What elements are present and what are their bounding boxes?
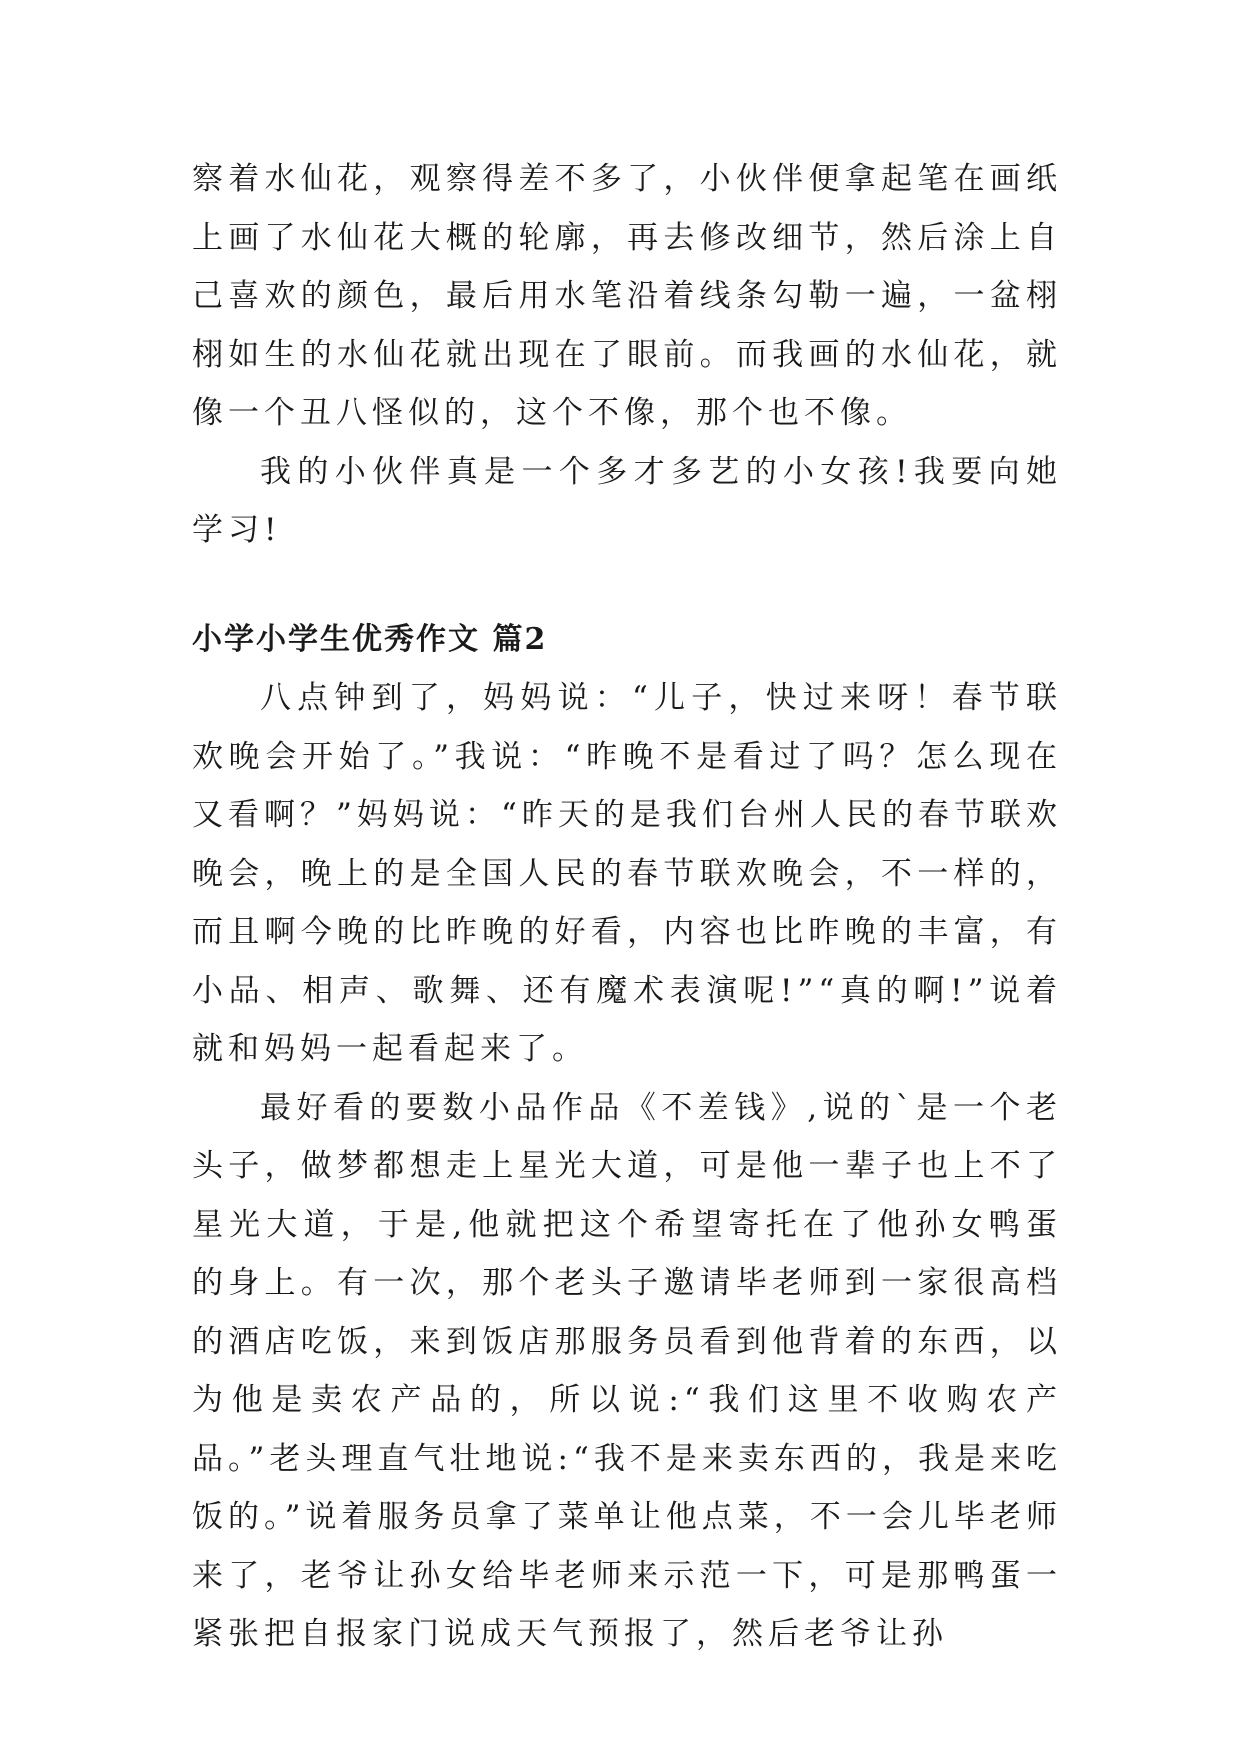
document-page [192,150,1062,1664]
paragraph-body: 八点钟到了，妈妈说：“儿子，快过来呀！春节联欢晚会开始了。”我说：“昨晚不是看过了吗？怎么现在又看啊？”妈妈说：“昨天的是我们台州人民的春节联欢晚会，晚上的是全国人民的春节联欢晚会，不一样的，而且啊今晚的比昨晚的好看，内容也比昨晚的丰富，有小品、相声、歌舞、还有魔术表演呢!”“真的啊!”说着就和妈妈一起看起来了。 [192,680,1062,1067]
section-heading: 小学小学生优秀作文 篇2 [192,621,548,657]
paragraph-body: 最好看的要数小品作品《不差钱》,说的`是一个老头子，做梦都想走上星光大道，可是他一辈子也上不了星光大道，于是,他就把这个希望寄托在了他孙女鸭蛋的身上。有一次，那个老头子邀请毕老师到一家很高档的酒店吃饭，来到饭店那服务员看到他背着的东西，以为他是卖农产品的，所以说:“我们这里不收购农产品。”老头理直气壮地说:“我不是来卖东西的，我是来吃饭的。”说着服务员拿了菜单让他点菜，不一会儿毕老师来了，老爷让孙女给毕老师来示范一下，可是那鸭蛋一紧张把自报家门说成天气预报了，然后老爷让孙 [192,1089,1062,1652]
paragraph-continuation: 察着水仙花，观察得差不多了，小伙伴便拿起笔在画纸上画了水仙花大概的轮廓，再去修改细节，然后涂上自己喜欢的颜色，最后用水笔沿着线条勾勒一遍，一盆栩栩如生的水仙花就出现在了眼前。而我画的水仙花，就像一个丑八怪似的，这个不像，那个也不像。 [192,161,1062,431]
paragraph-conclusion: 我的小伙伴真是一个多才多艺的小女孩!我要向她学习! [192,453,1062,548]
